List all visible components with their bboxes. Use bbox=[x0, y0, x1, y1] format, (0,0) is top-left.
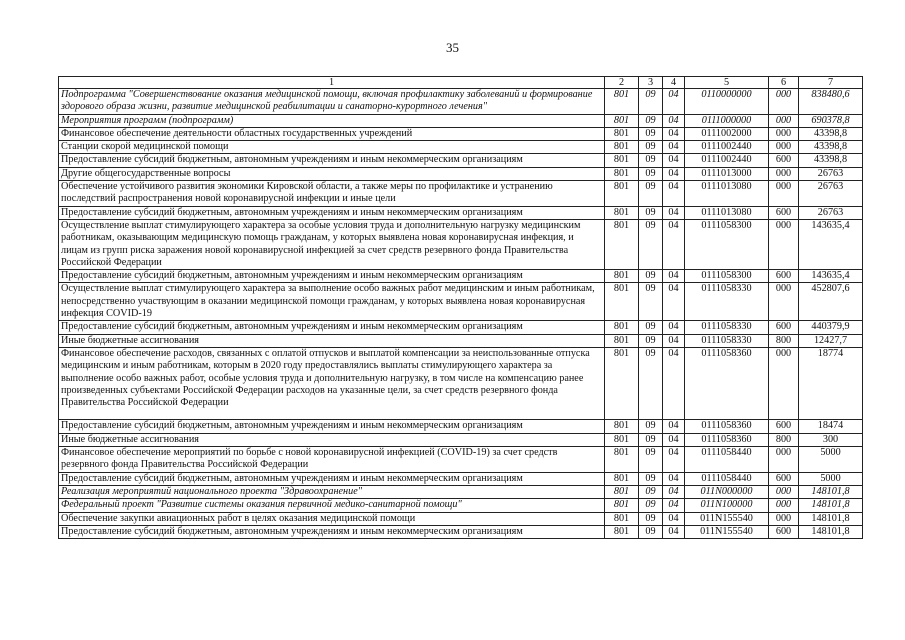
row-code-2-cell: 801 bbox=[605, 154, 639, 167]
row-target-code-cell: 0111002440 bbox=[685, 154, 769, 167]
row-amount-cell: 26763 bbox=[799, 181, 863, 207]
header-col-3: 3 bbox=[639, 77, 663, 89]
table-row bbox=[59, 334, 863, 347]
row-code-4-cell: 04 bbox=[663, 347, 685, 419]
row-target-code-cell: 0111013080 bbox=[685, 206, 769, 219]
row-code-4-cell: 04 bbox=[663, 283, 685, 321]
row-name-cell: Иные бюджетные ассигнования bbox=[59, 433, 605, 446]
row-expense-type-cell: 000 bbox=[769, 219, 799, 269]
row-expense-type-cell: 000 bbox=[769, 181, 799, 207]
row-code-2-cell: 801 bbox=[605, 89, 639, 115]
header-col-1: 1 bbox=[59, 77, 605, 89]
row-target-code-cell: 0111058300 bbox=[685, 219, 769, 269]
row-code-2-cell: 801 bbox=[605, 127, 639, 140]
row-name-cell: Финансовое обеспечение расходов, связанных с оплатой отпусков и выплатой компенсации за неиспользованные отпуска медицинским и иным работникам, которым в 2020 году предоставлялись выплаты стимулирующего характера за выполнение особо важных работ, особые условия труда и дополнительную нагрузку, в том числе на компенсацию ранее произведенных субъектами Российской Федерации расходов на указанные цели, за счет средств резервного фонда Правительства Российской Федерации bbox=[59, 347, 605, 419]
table-row bbox=[59, 447, 863, 473]
row-code-3-cell: 09 bbox=[639, 283, 663, 321]
row-code-4-cell: 04 bbox=[663, 127, 685, 140]
row-code-2-cell: 801 bbox=[605, 141, 639, 154]
row-expense-type-cell: 600 bbox=[769, 154, 799, 167]
row-code-3-cell: 09 bbox=[639, 485, 663, 498]
row-name-cell: Финансовое обеспечение мероприятий по борьбе с новой коронавирусной инфекцией (COVID-19) за счет средств резервного фонда Правительства Российской Федерации bbox=[59, 447, 605, 473]
row-code-4-cell: 04 bbox=[663, 154, 685, 167]
row-name-cell: Предоставление субсидий бюджетным, автономным учреждениям и иным некоммерческим организациям bbox=[59, 420, 605, 433]
row-amount-cell: 12427,7 bbox=[799, 334, 863, 347]
row-code-4-cell: 04 bbox=[663, 270, 685, 283]
row-target-code-cell: 0111013080 bbox=[685, 181, 769, 207]
header-col-6: 6 bbox=[769, 77, 799, 89]
row-amount-cell: 148101,8 bbox=[799, 485, 863, 498]
row-name-cell: Другие общегосударственные вопросы bbox=[59, 167, 605, 180]
row-expense-type-cell: 800 bbox=[769, 334, 799, 347]
row-expense-type-cell: 000 bbox=[769, 512, 799, 525]
row-code-4-cell: 04 bbox=[663, 420, 685, 433]
row-name-cell: Обеспечение закупки авиационных работ в целях оказания медицинской помощи bbox=[59, 512, 605, 525]
table-header-row bbox=[59, 77, 863, 89]
table-row bbox=[59, 181, 863, 207]
row-name-cell: Мероприятия программ (подпрограмм) bbox=[59, 114, 605, 127]
header-col-4: 4 bbox=[663, 77, 685, 89]
row-code-4-cell: 04 bbox=[663, 334, 685, 347]
row-target-code-cell: 0111058360 bbox=[685, 420, 769, 433]
row-code-4-cell: 04 bbox=[663, 167, 685, 180]
row-code-4-cell: 04 bbox=[663, 512, 685, 525]
row-code-3-cell: 09 bbox=[639, 334, 663, 347]
row-code-3-cell: 09 bbox=[639, 512, 663, 525]
row-amount-cell: 838480,6 bbox=[799, 89, 863, 115]
row-code-4-cell: 04 bbox=[663, 114, 685, 127]
row-expense-type-cell: 000 bbox=[769, 347, 799, 419]
row-expense-type-cell: 600 bbox=[769, 420, 799, 433]
row-amount-cell: 300 bbox=[799, 433, 863, 446]
row-code-3-cell: 09 bbox=[639, 321, 663, 334]
row-target-code-cell: 011N155540 bbox=[685, 525, 769, 538]
row-name-cell: Осуществление выплат стимулирующего характера за особые условия труда и дополнительную нагрузку медицинским работникам, оказывающим медицинскую помощь гражданам, у которых выявлена новая коронавирусная инфекция, и лицам из групп риска заражения новой коронавирусной инфекцией за счет средств резервного фонда Правительства Российской Федерации bbox=[59, 219, 605, 269]
table-row bbox=[59, 127, 863, 140]
table-row bbox=[59, 321, 863, 334]
row-expense-type-cell: 000 bbox=[769, 89, 799, 115]
row-code-3-cell: 09 bbox=[639, 270, 663, 283]
header-col-2: 2 bbox=[605, 77, 639, 89]
row-code-2-cell: 801 bbox=[605, 347, 639, 419]
row-code-3-cell: 09 bbox=[639, 433, 663, 446]
row-code-2-cell: 801 bbox=[605, 525, 639, 538]
row-code-2-cell: 801 bbox=[605, 485, 639, 498]
row-code-2-cell: 801 bbox=[605, 499, 639, 512]
table-row bbox=[59, 525, 863, 538]
row-target-code-cell: 0111058440 bbox=[685, 472, 769, 485]
row-code-2-cell: 801 bbox=[605, 447, 639, 473]
row-code-2-cell: 801 bbox=[605, 334, 639, 347]
row-name-cell: Реализация мероприятий национального проекта "Здравоохранение" bbox=[59, 485, 605, 498]
row-code-2-cell: 801 bbox=[605, 206, 639, 219]
row-code-2-cell: 801 bbox=[605, 433, 639, 446]
row-target-code-cell: 0111058440 bbox=[685, 447, 769, 473]
row-code-3-cell: 09 bbox=[639, 127, 663, 140]
row-amount-cell: 148101,8 bbox=[799, 512, 863, 525]
row-code-4-cell: 04 bbox=[663, 472, 685, 485]
row-expense-type-cell: 600 bbox=[769, 270, 799, 283]
row-expense-type-cell: 000 bbox=[769, 447, 799, 473]
header-col-5: 5 bbox=[685, 77, 769, 89]
table-row bbox=[59, 347, 863, 419]
row-name-cell: Станции скорой медицинской помощи bbox=[59, 141, 605, 154]
row-name-cell: Федеральный проект "Развитие системы оказания первичной медико-санитарной помощи" bbox=[59, 499, 605, 512]
row-code-3-cell: 09 bbox=[639, 219, 663, 269]
row-code-4-cell: 04 bbox=[663, 89, 685, 115]
table-row bbox=[59, 420, 863, 433]
row-code-2-cell: 801 bbox=[605, 181, 639, 207]
row-code-4-cell: 04 bbox=[663, 525, 685, 538]
row-code-3-cell: 09 bbox=[639, 499, 663, 512]
row-name-cell: Предоставление субсидий бюджетным, автономным учреждениям и иным некоммерческим организациям bbox=[59, 154, 605, 167]
row-target-code-cell: 0111002440 bbox=[685, 141, 769, 154]
row-expense-type-cell: 000 bbox=[769, 141, 799, 154]
table-row bbox=[59, 433, 863, 446]
row-code-3-cell: 09 bbox=[639, 206, 663, 219]
row-code-2-cell: 801 bbox=[605, 512, 639, 525]
row-code-2-cell: 801 bbox=[605, 219, 639, 269]
table-row bbox=[59, 141, 863, 154]
table-row bbox=[59, 206, 863, 219]
table-row bbox=[59, 270, 863, 283]
row-expense-type-cell: 000 bbox=[769, 499, 799, 512]
row-code-4-cell: 04 bbox=[663, 485, 685, 498]
row-code-2-cell: 801 bbox=[605, 270, 639, 283]
row-code-4-cell: 04 bbox=[663, 499, 685, 512]
row-amount-cell: 452807,6 bbox=[799, 283, 863, 321]
row-amount-cell: 148101,8 bbox=[799, 525, 863, 538]
row-amount-cell: 5000 bbox=[799, 472, 863, 485]
row-target-code-cell: 0111058360 bbox=[685, 347, 769, 419]
row-target-code-cell: 0111002000 bbox=[685, 127, 769, 140]
row-name-cell: Обеспечение устойчивого развития экономики Кировской области, а также меры по профилактике и устранению последствий распространения новой коронавирусной инфекции и иные цели bbox=[59, 181, 605, 207]
row-name-cell: Финансовое обеспечение деятельности областных государственных учреждений bbox=[59, 127, 605, 140]
table-row bbox=[59, 283, 863, 321]
row-code-3-cell: 09 bbox=[639, 347, 663, 419]
row-target-code-cell: 0110000000 bbox=[685, 89, 769, 115]
page-number: 35 bbox=[446, 40, 459, 55]
row-code-4-cell: 04 bbox=[663, 219, 685, 269]
row-code-4-cell: 04 bbox=[663, 321, 685, 334]
row-code-4-cell: 04 bbox=[663, 141, 685, 154]
row-target-code-cell: 0111058300 bbox=[685, 270, 769, 283]
row-code-4-cell: 04 bbox=[663, 181, 685, 207]
table-row bbox=[59, 154, 863, 167]
row-code-4-cell: 04 bbox=[663, 206, 685, 219]
row-amount-cell: 143635,4 bbox=[799, 219, 863, 269]
row-amount-cell: 148101,8 bbox=[799, 499, 863, 512]
row-amount-cell: 26763 bbox=[799, 206, 863, 219]
row-code-4-cell: 04 bbox=[663, 447, 685, 473]
row-target-code-cell: 0111058330 bbox=[685, 283, 769, 321]
row-amount-cell: 26763 bbox=[799, 167, 863, 180]
row-code-3-cell: 09 bbox=[639, 447, 663, 473]
row-name-cell: Подпрограмма "Совершенствование оказания медицинской помощи, включая профилактику заболеваний и формирование здорового образа жизни, развитие медицинской реабилитации и санаторно-курортного лечения" bbox=[59, 89, 605, 115]
row-name-cell: Предоставление субсидий бюджетным, автономным учреждениям и иным некоммерческим организациям bbox=[59, 472, 605, 485]
row-expense-type-cell: 600 bbox=[769, 321, 799, 334]
table-body bbox=[59, 89, 863, 539]
row-code-3-cell: 09 bbox=[639, 472, 663, 485]
row-code-2-cell: 801 bbox=[605, 167, 639, 180]
row-amount-cell: 43398,8 bbox=[799, 141, 863, 154]
row-name-cell: Предоставление субсидий бюджетным, автономным учреждениям и иным некоммерческим организациям bbox=[59, 321, 605, 334]
row-target-code-cell: 0111013000 bbox=[685, 167, 769, 180]
row-name-cell: Предоставление субсидий бюджетным, автономным учреждениям и иным некоммерческим организациям bbox=[59, 206, 605, 219]
row-expense-type-cell: 000 bbox=[769, 127, 799, 140]
row-target-code-cell: 0111058360 bbox=[685, 433, 769, 446]
row-amount-cell: 18774 bbox=[799, 347, 863, 419]
row-expense-type-cell: 600 bbox=[769, 206, 799, 219]
row-expense-type-cell: 000 bbox=[769, 485, 799, 498]
row-amount-cell: 18474 bbox=[799, 420, 863, 433]
table-row bbox=[59, 512, 863, 525]
row-code-3-cell: 09 bbox=[639, 154, 663, 167]
row-code-3-cell: 09 bbox=[639, 167, 663, 180]
row-amount-cell: 5000 bbox=[799, 447, 863, 473]
row-name-cell: Предоставление субсидий бюджетным, автономным учреждениям и иным некоммерческим организациям bbox=[59, 525, 605, 538]
row-amount-cell: 143635,4 bbox=[799, 270, 863, 283]
row-expense-type-cell: 600 bbox=[769, 472, 799, 485]
row-expense-type-cell: 000 bbox=[769, 167, 799, 180]
budget-table bbox=[58, 76, 863, 539]
row-amount-cell: 440379,9 bbox=[799, 321, 863, 334]
table-row bbox=[59, 114, 863, 127]
row-expense-type-cell: 000 bbox=[769, 114, 799, 127]
row-code-3-cell: 09 bbox=[639, 525, 663, 538]
row-code-3-cell: 09 bbox=[639, 181, 663, 207]
row-name-cell: Осуществление выплат стимулирующего характера за выполнение особо важных работ медицинским и иным работникам, непосредственно участвующим в оказании медицинской помощи гражданам, у которых выявлена новая коронавирусная инфекция COVID-19 bbox=[59, 283, 605, 321]
row-expense-type-cell: 000 bbox=[769, 283, 799, 321]
table-row bbox=[59, 219, 863, 269]
row-code-3-cell: 09 bbox=[639, 114, 663, 127]
row-expense-type-cell: 600 bbox=[769, 525, 799, 538]
table-row bbox=[59, 167, 863, 180]
row-name-cell: Иные бюджетные ассигнования bbox=[59, 334, 605, 347]
row-target-code-cell: 0111058330 bbox=[685, 321, 769, 334]
table-row bbox=[59, 499, 863, 512]
row-target-code-cell: 0111058330 bbox=[685, 334, 769, 347]
row-code-2-cell: 801 bbox=[605, 472, 639, 485]
row-code-2-cell: 801 bbox=[605, 114, 639, 127]
row-code-2-cell: 801 bbox=[605, 283, 639, 321]
row-target-code-cell: 011N000000 bbox=[685, 485, 769, 498]
row-target-code-cell: 011N100000 bbox=[685, 499, 769, 512]
row-code-3-cell: 09 bbox=[639, 89, 663, 115]
table-row bbox=[59, 472, 863, 485]
row-code-3-cell: 09 bbox=[639, 141, 663, 154]
row-amount-cell: 43398,8 bbox=[799, 127, 863, 140]
row-code-2-cell: 801 bbox=[605, 420, 639, 433]
row-code-4-cell: 04 bbox=[663, 433, 685, 446]
header-col-7: 7 bbox=[799, 77, 863, 89]
row-amount-cell: 690378,8 bbox=[799, 114, 863, 127]
table-row bbox=[59, 89, 863, 115]
row-expense-type-cell: 800 bbox=[769, 433, 799, 446]
row-amount-cell: 43398,8 bbox=[799, 154, 863, 167]
row-code-2-cell: 801 bbox=[605, 321, 639, 334]
table-row bbox=[59, 485, 863, 498]
row-target-code-cell: 0111000000 bbox=[685, 114, 769, 127]
row-code-3-cell: 09 bbox=[639, 420, 663, 433]
row-name-cell: Предоставление субсидий бюджетным, автономным учреждениям и иным некоммерческим организациям bbox=[59, 270, 605, 283]
row-target-code-cell: 011N155540 bbox=[685, 512, 769, 525]
